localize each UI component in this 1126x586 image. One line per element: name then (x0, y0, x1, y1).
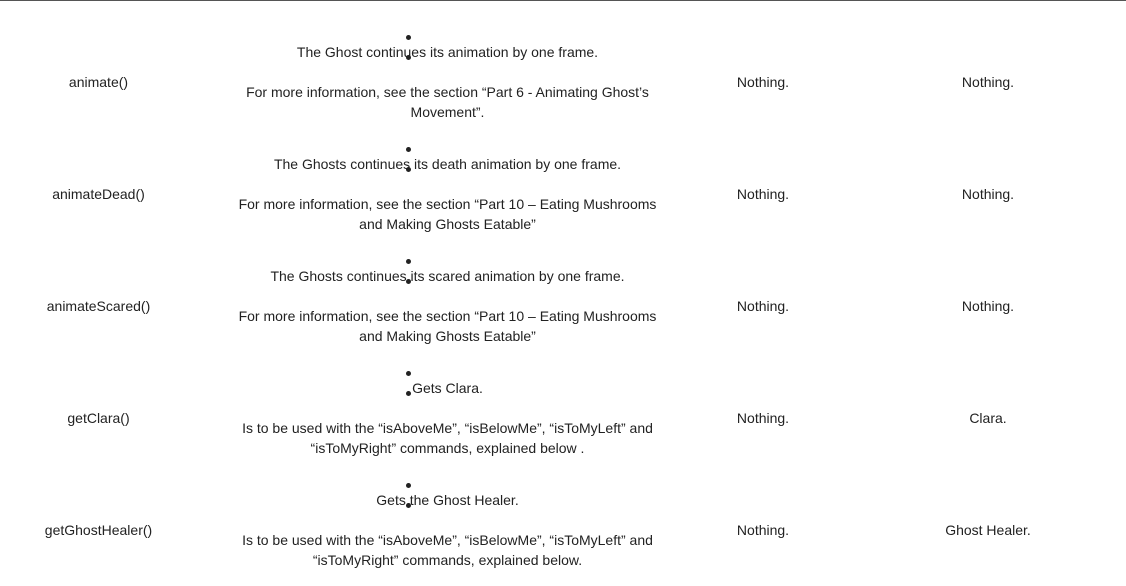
method-name-cell (0, 474, 197, 586)
method-description: The Ghost continues its animation by one frame. (296, 44, 599, 60)
method-description: The Ghosts continues its scared animation by one frame. (270, 268, 625, 284)
method-parameters: Nothing. (736, 298, 790, 314)
method-description-cell (197, 138, 676, 250)
top-divider (0, 0, 1126, 1)
method-returns-cell (850, 362, 1126, 474)
method-returns-cell (850, 250, 1126, 362)
method-more-info: For more information, see the section “Part 6 - Animating Ghost’s Movement”. (246, 84, 649, 120)
method-more-info: Is to be used with the “isAboveMe”, “isBelowMe”, “isToMyLeft” and “isToMyRight” commands, explained below . (242, 420, 653, 456)
method-name: animateScared() (46, 298, 151, 314)
method-description: The Ghosts continues its death animation by one frame. (273, 156, 622, 172)
method-parameters-cell (676, 138, 850, 250)
bullet-icon (406, 35, 411, 40)
method-parameters-cell (676, 474, 850, 586)
method-description-cell (197, 250, 676, 362)
method-description-cell (197, 362, 676, 474)
method-returns: Ghost Healer. (945, 522, 1031, 538)
table-row (0, 250, 1126, 362)
method-name: animateDead() (52, 186, 145, 202)
method-description: Gets Clara. (412, 380, 483, 396)
table-row (0, 26, 1126, 138)
method-more-info: For more information, see the section “Part 10 – Eating Mushrooms and Making Ghosts Eatable” (238, 308, 657, 344)
method-returns-cell (850, 138, 1126, 250)
method-description-cell (197, 26, 676, 138)
method-parameters: Nothing. (736, 410, 790, 426)
bullet-icon (406, 147, 411, 152)
method-name: getGhostHealer() (44, 522, 153, 538)
method-more-info: Is to be used with the “isAboveMe”, “isBelowMe”, “isToMyLeft” and “isToMyRight” commands, explained below. (242, 532, 653, 568)
method-name-cell (0, 138, 197, 250)
method-name-cell (0, 362, 197, 474)
method-description-cell (197, 474, 676, 586)
method-more-info: For more information, see the section “Part 10 – Eating Mushrooms and Making Ghosts Eatable” (238, 196, 657, 232)
method-returns: Nothing. (961, 298, 1015, 314)
method-parameters: Nothing. (736, 522, 790, 538)
bullet-icon (406, 259, 411, 264)
method-returns: Nothing. (961, 74, 1015, 90)
method-parameters: Nothing. (736, 74, 790, 90)
methods-table (0, 26, 1126, 586)
table-row (0, 362, 1126, 474)
method-returns: Clara. (969, 410, 1007, 426)
method-name-cell (0, 26, 197, 138)
method-returns-cell (850, 474, 1126, 586)
method-returns: Nothing. (961, 186, 1015, 202)
bullet-icon (406, 483, 411, 488)
table-row (0, 138, 1126, 250)
method-name: getClara() (67, 410, 130, 426)
bullet-icon (406, 371, 411, 376)
method-parameters-cell (676, 250, 850, 362)
method-parameters-cell (676, 26, 850, 138)
method-returns-cell (850, 26, 1126, 138)
method-parameters: Nothing. (736, 186, 790, 202)
method-description: Gets the Ghost Healer. (376, 492, 519, 508)
table-row (0, 474, 1126, 586)
method-parameters-cell (676, 362, 850, 474)
method-name-cell (0, 250, 197, 362)
method-name: animate() (68, 74, 129, 90)
